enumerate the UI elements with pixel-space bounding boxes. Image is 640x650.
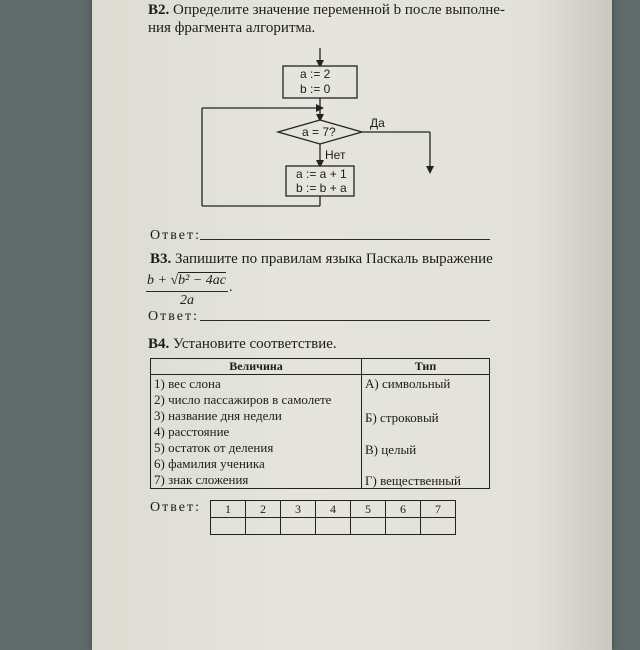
answer-col-header: 2 <box>246 501 281 518</box>
answer-cell[interactable] <box>246 518 281 535</box>
formula-dot: . <box>229 280 233 295</box>
formula-radicand: b² − 4ac <box>178 273 226 288</box>
answer-cell[interactable] <box>386 518 421 535</box>
quantity-item: 4) расстояние <box>154 424 230 439</box>
b3-question-text: Запишите по правилам языка Паскаль выражение <box>175 251 493 267</box>
b3-answer-line <box>200 320 490 321</box>
b4-answer-grid <box>210 500 456 535</box>
init-line-b: b := 0 <box>300 82 331 96</box>
quantity-item: 2) число пассажиров в самолете <box>154 392 332 407</box>
b3-answer-label: Ответ: <box>148 309 199 324</box>
formula-num-left: b + <box>147 273 171 288</box>
fraction-bar <box>146 291 228 292</box>
answer-col-header: 7 <box>421 501 456 518</box>
no-label: Нет <box>325 148 346 162</box>
quantity-item: 6) фамилия ученика <box>154 456 265 471</box>
answer-cell[interactable] <box>421 518 456 535</box>
type-item: Б) строковый <box>365 410 439 425</box>
sqrt-sign: √ <box>170 273 179 288</box>
answer-col-header: 4 <box>316 501 351 518</box>
quantity-item: 7) знак сложения <box>154 472 249 487</box>
body-line-a: a := a + 1 <box>296 167 347 181</box>
quantity-item: 1) вес слона <box>154 376 221 391</box>
answer-cell[interactable] <box>316 518 351 535</box>
type-item: А) символьный <box>365 376 451 391</box>
b3-label: В3. <box>150 251 172 267</box>
b2-label: В2. <box>148 2 170 18</box>
answer-col-header: 3 <box>281 501 316 518</box>
b2-question-line2: ния фрагмента алгоритма. <box>148 20 316 36</box>
answer-cell[interactable] <box>351 518 386 535</box>
b4-question-text: Установите соответствие. <box>173 336 337 352</box>
yes-label: Да <box>370 116 385 130</box>
b2-answer-label: Ответ: <box>150 228 201 243</box>
b4-question <box>148 336 337 353</box>
col-type-header: Тип <box>362 359 490 375</box>
answer-col-header: 5 <box>351 501 386 518</box>
condition-text: a = 7? <box>302 125 336 139</box>
b3-question <box>150 251 493 268</box>
formula-denominator: 2a <box>180 293 194 308</box>
answer-col-header: 1 <box>211 501 246 518</box>
type-item: Г) вещественный <box>365 473 461 488</box>
formula-numerator <box>147 273 226 289</box>
body-line-b: b := b + a <box>296 181 347 195</box>
b2-answer-line <box>200 239 490 240</box>
answer-cell[interactable] <box>211 518 246 535</box>
b4-answer-label: Ответ: <box>150 500 201 515</box>
b4-label: В4. <box>148 336 170 352</box>
type-item: В) целый <box>365 442 417 457</box>
answer-cell[interactable] <box>281 518 316 535</box>
col-quantity-header: Величина <box>151 359 362 375</box>
quantity-item: 3) название дня недели <box>154 408 282 423</box>
init-line-a: a := 2 <box>300 67 331 81</box>
quantities-cell <box>151 375 362 489</box>
answer-col-header: 6 <box>386 501 421 518</box>
quantity-item: 5) остаток от деления <box>154 440 274 455</box>
b2-question-line1: Определите значение переменной b после выполне- <box>173 2 505 18</box>
